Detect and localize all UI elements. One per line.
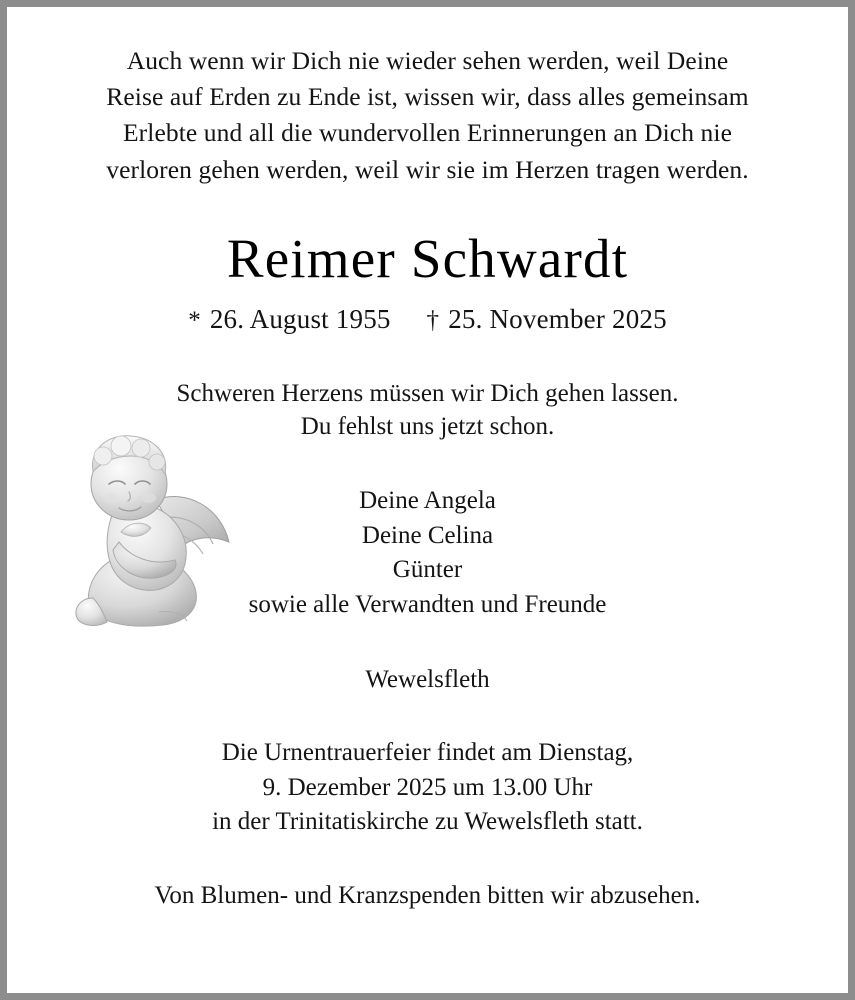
message-line-1: Schweren Herzens müssen wir Dich gehen lassen. [176,379,679,407]
death-cross-icon: † [426,306,440,334]
verse-line-3: Erlebte und all die wundervollen Erinnerungen an Dich nie [123,118,732,148]
verse-line-1: Auch wenn wir Dich nie wieder sehen werden, weil Deine [126,46,729,75]
ceremony-details [43,736,812,840]
message-line-2: Du fehlst uns jetzt schon. [300,413,555,441]
cherub-angel-icon [59,422,239,647]
birth-star-icon: * [188,306,201,334]
deceased-name: Reimer Schwardt [226,227,629,289]
family-line-4: sowie alle Verwandten und Freunde [248,590,607,618]
family-line-3: Günter [392,556,463,584]
family-line-1: Deine Angela [359,487,496,515]
birth-date: 26. August 1955 [209,303,391,334]
ceremony-line-2: 9. Dezember 2025 um 13.00 Uhr [262,773,593,801]
family-line-2: Deine Celina [361,521,494,549]
life-dates [43,304,812,335]
verse-line-4: verloren gehen werden, weil wir sie im Herzen tragen werden. [106,154,749,184]
memorial-verse [49,43,806,188]
death-date: 25. November 2025 [448,303,667,334]
closing-note: Von Blumen- und Kranzspenden bitten wir abzusehen. [154,881,701,909]
ceremony-line-3: in der Trinitatiskirche zu Wewelsfleth statt. [212,808,643,836]
ceremony-line-1: Die Urnentrauerfeier findet am Dienstag, [221,739,634,767]
verse-line-2: Reise auf Erden zu Ende ist, wissen wir, dass alles gemeinsam [106,82,749,112]
place-name: Wewelsfleth [365,666,490,694]
